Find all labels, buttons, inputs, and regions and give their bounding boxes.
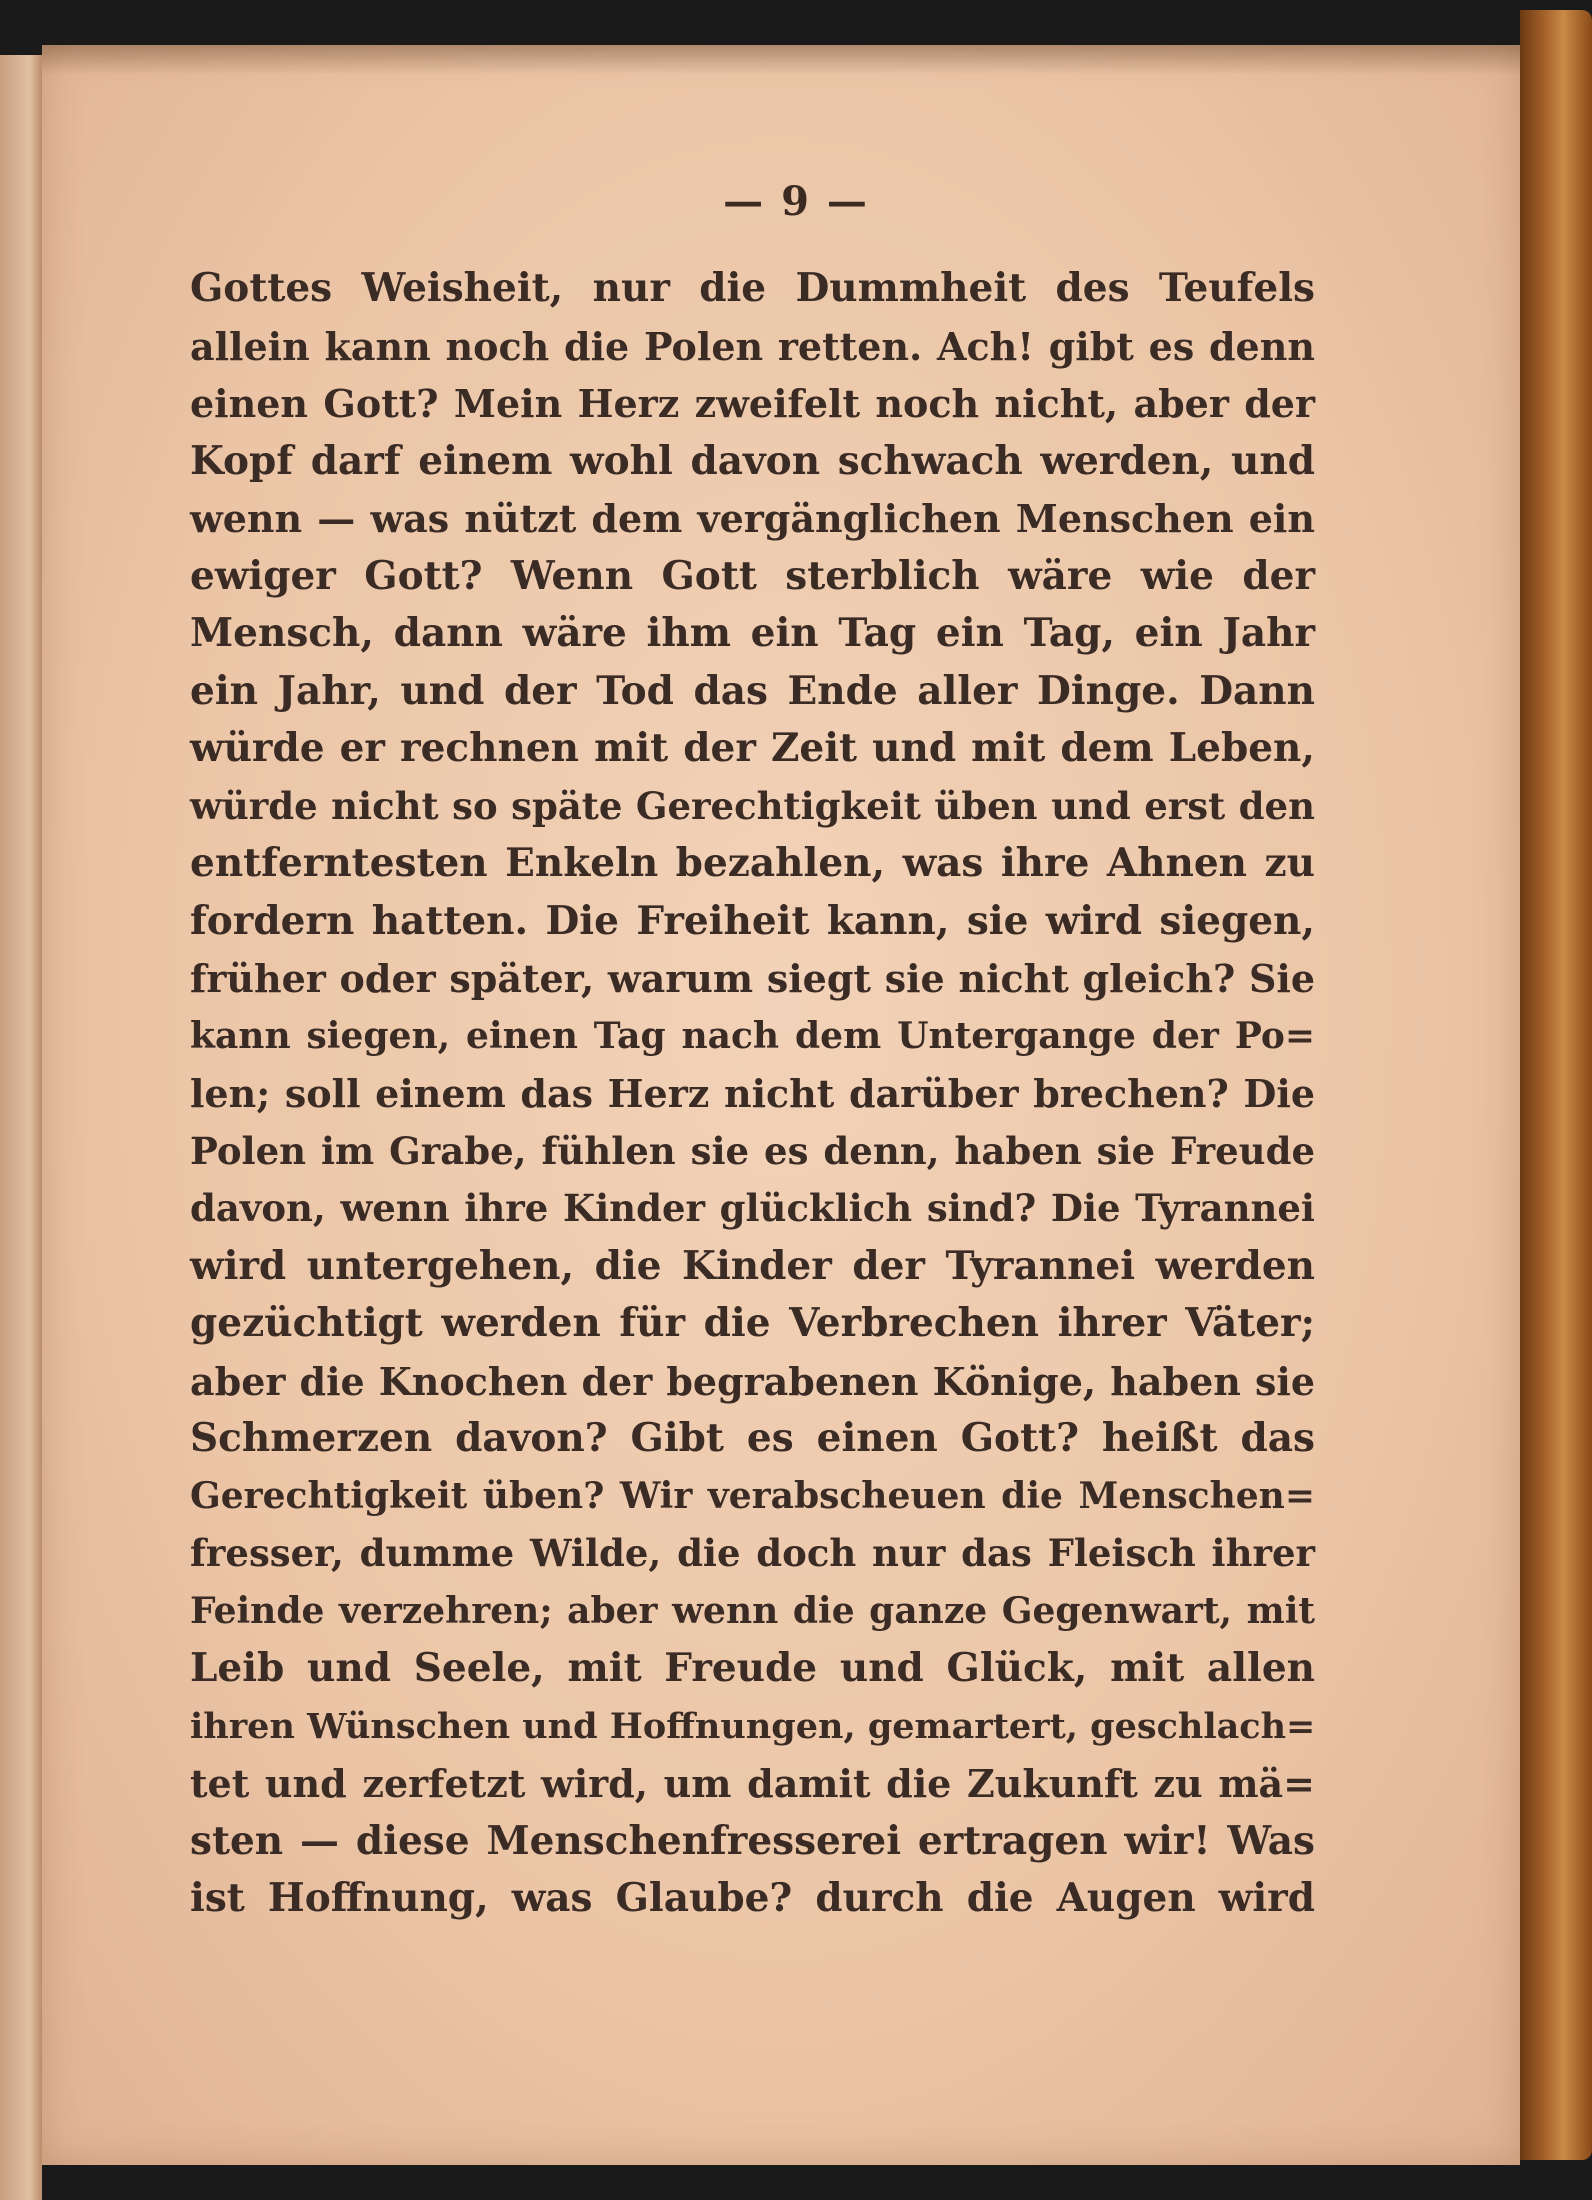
text-line: Polen im Grabe, fühlen sie es denn, haben sie Freude [190, 1128, 1315, 1173]
text-line: Mensch, dann wäre ihm ein Tag ein Tag, ein Jahr [190, 610, 1315, 656]
text-line: gezüchtigt werden für die Verbrechen ihrer Väter; [190, 1300, 1315, 1346]
page-top-shadow [42, 45, 1520, 75]
text-line: fordern hatten. Die Freiheit kann, sie wird siegen, [190, 897, 1315, 944]
text-line: wird untergehen, die Kinder der Tyrannei werden [190, 1242, 1315, 1289]
text-line: würde er rechnen mit der Zeit und mit dem Leben, [190, 725, 1315, 771]
text-line: len; soll einem das Herz nicht darüber brechen? Die [190, 1071, 1315, 1116]
text-line: Feinde verzehren; aber wenn die ganze Gegenwart, mit [190, 1589, 1315, 1632]
text-line: fresser, dumme Wilde, die doch nur das Fleisch ihrer [190, 1531, 1315, 1575]
text-line: sten — diese Menschenfresserei ertragen wir! Was [190, 1817, 1315, 1864]
text-line: tet und zerfetzt wird, um damit die Zukunft zu mä= [190, 1761, 1315, 1806]
text-line: Gerechtigkeit üben? Wir verabscheuen die Menschen= [190, 1474, 1315, 1517]
book-right-edge [1520, 10, 1592, 2160]
text-line: allein kann noch die Polen retten. Ach! gibt es denn [190, 323, 1315, 369]
text-line: aber die Knochen der begrabenen Könige, haben sie [190, 1358, 1315, 1404]
text-line: ihren Wünschen und Hoffnungen, gemartert, geschlach= [190, 1705, 1316, 1747]
text-line: würde nicht so späte Gerechtigkeit üben und erst den [190, 783, 1315, 828]
text-line: entferntesten Enkeln bezahlen, was ihre Ahnen zu [190, 840, 1315, 886]
text-line: Schmerzen davon? Gibt es einen Gott? heißt das [190, 1415, 1315, 1461]
text-line: ein Jahr, und der Tod das Ende aller Dinge. Dann [190, 667, 1315, 714]
page-number: — 9 — [723, 178, 869, 225]
text-line: Kopf darf einem wohl davon schwach werden, und [190, 437, 1315, 484]
page-text-block [190, 260, 1315, 1928]
text-line: früher oder später, warum siegt sie nicht gleich? Sie [190, 956, 1315, 1001]
text-line: Leib und Seele, mit Freude und Glück, mit allen [190, 1645, 1315, 1691]
text-line: wenn — was nützt dem vergänglichen Menschen ein [190, 496, 1315, 541]
text-line: ewiger Gott? Wenn Gott sterblich wäre wie der [190, 552, 1315, 599]
text-line: davon, wenn ihre Kinder glücklich sind? Die Tyrannei [190, 1186, 1315, 1230]
text-line: kann siegen, einen Tag nach dem Untergange der Po= [190, 1014, 1315, 1057]
book-left-page-edge [0, 55, 42, 2200]
text-line: einen Gott? Mein Herz zweifelt noch nicht, aber der [190, 381, 1315, 426]
text-line: Gottes Weisheit, nur die Dummheit des Teufels [190, 265, 1315, 311]
text-line: ist Hoffnung, was Glaube? durch die Augen wird [190, 1875, 1315, 1921]
